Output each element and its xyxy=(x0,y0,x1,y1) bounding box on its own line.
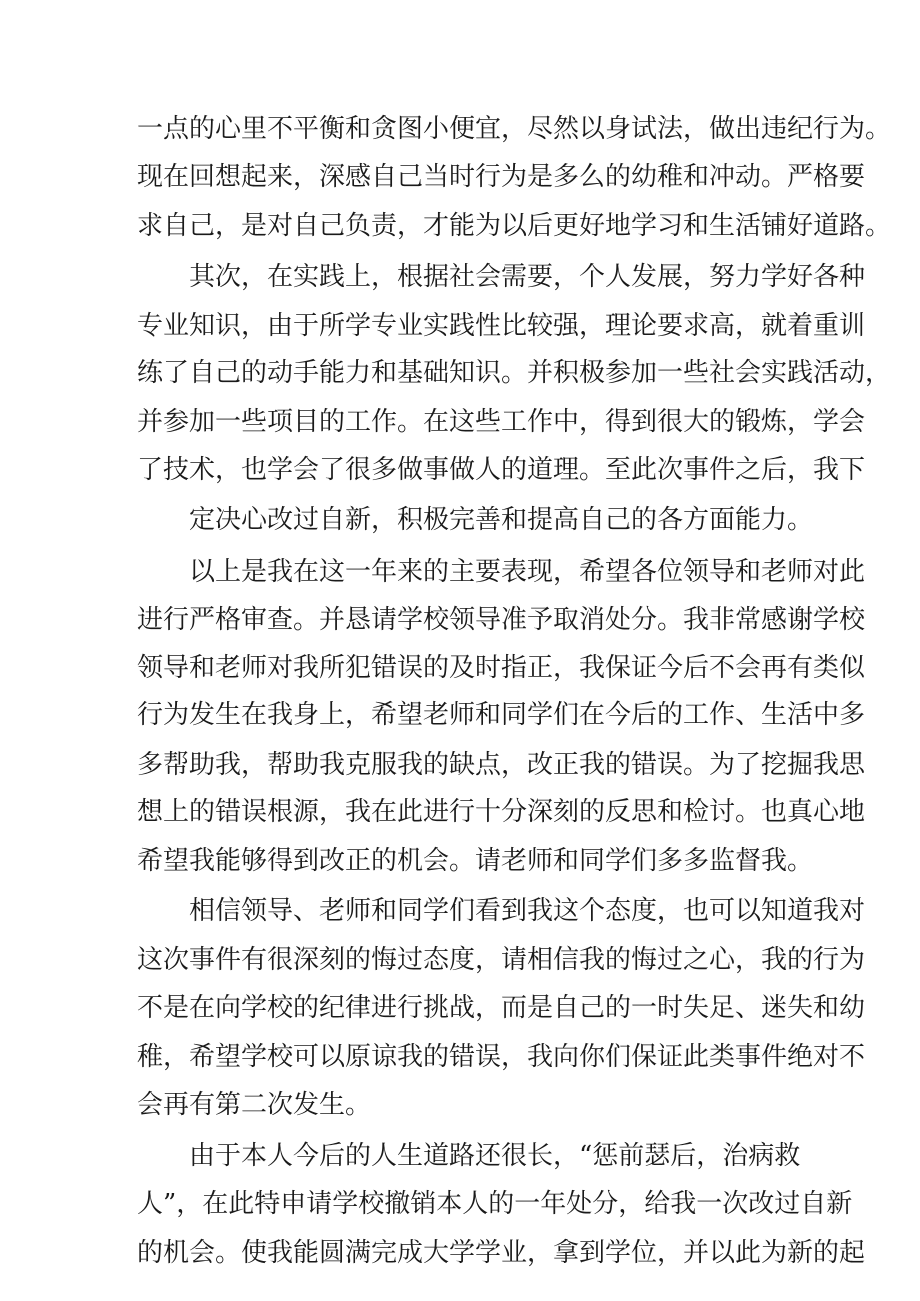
text-line: 进行严格审查。并恳请学校领导准予取消处分。我非常感谢学校 xyxy=(137,605,866,635)
text-line: 希望我能够得到改正的机会。请老师和同学们多多监督我。 xyxy=(137,846,814,876)
text-line: 想上的错误根源，我在此进行十分深刻的反思和检讨。也真心地 xyxy=(137,797,866,827)
paragraph-start-line: 以上是我在这一年来的主要表现，希望各位领导和老师对此 xyxy=(189,557,866,587)
text-line: 了技术，也学会了很多做事做人的道理。至此次事件之后，我下 xyxy=(137,455,866,485)
text-line: 会再有第二次发生。 xyxy=(137,1090,372,1120)
text-line: 求自己，是对自己负责，才能为以后更好地学习和生活铺好道路。 xyxy=(137,211,892,241)
text-line: 不是在向学校的纪律进行挑战，而是自己的一时失足、迷失和幼 xyxy=(137,993,866,1023)
text-line: 这次事件有很深刻的悔过态度，请相信我的悔过之心，我的行为 xyxy=(137,945,866,975)
text-line: 人”，在此特申请学校撤销本人的一年处分，给我一次改过自新 xyxy=(137,1189,853,1219)
text-line: 练了自己的动手能力和基础知识。并积极参加一些社会实践活动， xyxy=(137,358,892,388)
text-line: 行为发生在我身上，希望老师和同学们在今后的工作、生活中多 xyxy=(137,700,866,730)
text-line: 稚，希望学校可以原谅我的错误，我向你们保证此类事件绝对不 xyxy=(137,1042,866,1072)
text-line: 专业知识，由于所学专业实践性比较强，理论要求高，就着重训 xyxy=(137,311,866,341)
paragraph-start-line: 其次，在实践上，根据社会需要，个人发展，努力学好各种 xyxy=(189,262,866,292)
text-line: 领导和老师对我所犯错误的及时指正，我保证今后不会再有类似 xyxy=(137,653,866,683)
text-line: 并参加一些项目的工作。在这些工作中，得到很大的锻炼，学会 xyxy=(137,407,866,437)
text-line: 多帮助我，帮助我克服我的缺点，改正我的错误。为了挖掘我思 xyxy=(137,750,866,780)
text-line: 定决心改过自新，积极完善和提高自己的各方面能力。 xyxy=(189,505,814,535)
paragraph-start-line: 相信领导、老师和同学们看到我这个态度，也可以知道我对 xyxy=(189,896,866,926)
text-line: 的机会。使我能圆满完成大学学业，拿到学位，并以此为新的起 xyxy=(137,1238,866,1268)
text-line: 一点的心里不平衡和贪图小便宜，尽然以身试法，做出违纪行为。 xyxy=(137,114,892,144)
paragraph-start-line: 由于本人今后的人生道路还很长，“惩前瑟后，治病救 xyxy=(189,1141,801,1171)
text-line: 现在回想起来，深感自己当时行为是多么的幼稚和冲动。严格要 xyxy=(137,162,866,192)
